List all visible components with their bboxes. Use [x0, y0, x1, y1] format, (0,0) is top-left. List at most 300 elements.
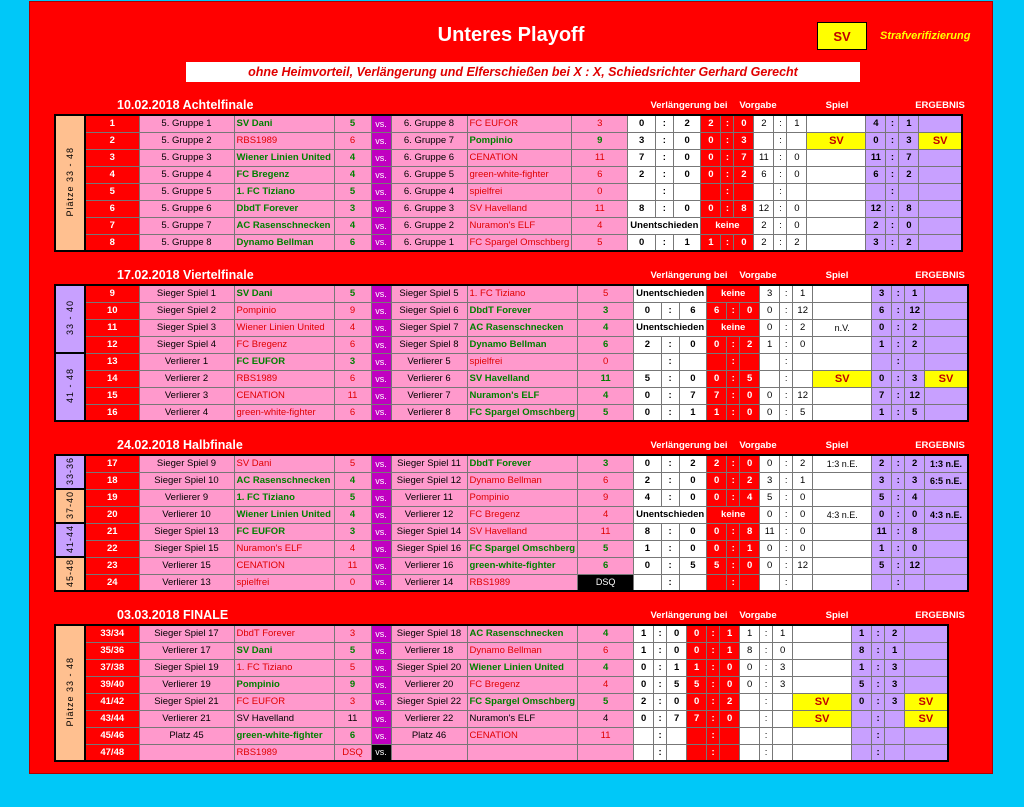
- away-team: Pompinio: [467, 489, 578, 506]
- home-team: SV Dani: [234, 115, 334, 132]
- home-slot: Sieger Spiel 21: [139, 693, 234, 710]
- home-slot: 5. Gruppe 6: [139, 200, 234, 217]
- away-team: Dynamo Bellman: [467, 336, 578, 353]
- result-home: 5: [852, 676, 872, 693]
- game-note: [793, 642, 852, 659]
- game-home: 3: [760, 472, 780, 489]
- result-sep: :: [886, 234, 899, 251]
- game-home: [760, 574, 780, 591]
- match-number: 5: [85, 183, 139, 200]
- overtime-sep: :: [654, 659, 667, 676]
- vs-label: vs.: [371, 455, 391, 472]
- game-home: 0: [760, 557, 780, 574]
- game-sep: :: [760, 625, 773, 642]
- game-home: 2: [754, 234, 774, 251]
- home-group-score: 4: [334, 540, 371, 557]
- away-slot: Verlierer 6: [391, 370, 467, 387]
- column-header-ext: Verlängerung bei: [650, 270, 728, 281]
- handicap-home: [687, 727, 707, 744]
- away-slot: 6. Gruppe 2: [391, 217, 467, 234]
- result-note: [925, 574, 968, 591]
- away-team: FC Spargel Omschberg: [467, 693, 578, 710]
- match-row: [55, 285, 968, 302]
- result-away: 12: [905, 387, 925, 404]
- game-home: [754, 132, 774, 149]
- home-team: green-white-fighter: [234, 404, 334, 421]
- handicap-home: 1: [707, 404, 727, 421]
- game-sep: :: [780, 455, 793, 472]
- away-group-score: DSQ: [578, 574, 634, 591]
- game-away: 2: [787, 234, 807, 251]
- column-header-spiel: Spiel: [825, 270, 849, 281]
- column-header-spiel: Spiel: [825, 100, 849, 111]
- handicap-home: 5: [687, 676, 707, 693]
- game-sep: :: [760, 676, 773, 693]
- game-note: [807, 200, 866, 217]
- result-away: 3: [885, 659, 905, 676]
- match-number: 35/36: [85, 642, 139, 659]
- game-note: [807, 234, 866, 251]
- game-home: 3: [760, 285, 780, 302]
- result-sep: :: [872, 676, 885, 693]
- result-note: [905, 625, 948, 642]
- result-home: 3: [872, 285, 892, 302]
- game-sep: :: [780, 557, 793, 574]
- vs-label: vs.: [371, 659, 391, 676]
- result-home: [852, 710, 872, 727]
- handicap-sep: :: [727, 370, 740, 387]
- overtime-sep: :: [654, 727, 667, 744]
- game-away: [773, 744, 793, 761]
- result-away: 3: [899, 132, 919, 149]
- game-home: 1: [760, 336, 780, 353]
- vs-label: vs.: [371, 642, 391, 659]
- away-group-score: 3: [578, 302, 634, 319]
- away-team: spielfrei: [467, 183, 572, 200]
- round-table: [54, 114, 963, 252]
- result-away: [899, 183, 919, 200]
- match-row: [55, 200, 962, 217]
- away-team: FC Spargel Omschberg: [467, 540, 578, 557]
- away-group-score: 11: [572, 200, 628, 217]
- game-sep: :: [774, 166, 787, 183]
- home-slot: Verlierer 9: [139, 489, 234, 506]
- away-team: SV Havelland: [467, 370, 578, 387]
- handicap-away: 0: [720, 659, 740, 676]
- round-header: [55, 438, 966, 454]
- home-team: RBS1989: [234, 744, 334, 761]
- match-row: [55, 455, 968, 472]
- overtime-home: 2: [628, 166, 656, 183]
- result-note: SV: [919, 132, 962, 149]
- away-group-score: [578, 744, 634, 761]
- game-sep: :: [780, 523, 793, 540]
- match-row: [55, 234, 962, 251]
- overtime-away: 1: [679, 404, 707, 421]
- result-home: 0: [872, 506, 892, 523]
- handicap-home: 7: [707, 387, 727, 404]
- home-slot: Verlierer 17: [139, 642, 234, 659]
- game-note: [813, 404, 872, 421]
- result-away: 4: [905, 489, 925, 506]
- handicap-home: 1: [687, 659, 707, 676]
- handicap-away: 5: [740, 370, 760, 387]
- home-team: Wiener Linien United: [234, 506, 334, 523]
- handicap-home: 0: [701, 149, 721, 166]
- result-away: [885, 710, 905, 727]
- match-row: [55, 693, 948, 710]
- game-sep: :: [780, 336, 793, 353]
- game-away: 0: [787, 149, 807, 166]
- column-header-spiel: Spiel: [825, 610, 849, 621]
- home-slot: Verlierer 13: [139, 574, 234, 591]
- result-home: 1: [872, 540, 892, 557]
- game-note: [813, 387, 872, 404]
- game-home: 0: [740, 676, 760, 693]
- vs-label: vs.: [371, 506, 391, 523]
- result-sep: :: [892, 370, 905, 387]
- handicap-sep: :: [721, 166, 734, 183]
- placement-group-text: 41-44: [65, 524, 75, 554]
- away-team: DbdT Forever: [467, 302, 578, 319]
- vs-label: vs.: [371, 302, 391, 319]
- match-number: 41/42: [85, 693, 139, 710]
- result-note: SV: [905, 693, 948, 710]
- vs-label: vs.: [371, 149, 391, 166]
- game-away: 0: [787, 200, 807, 217]
- match-row: [55, 353, 968, 370]
- vs-label: vs.: [371, 676, 391, 693]
- match-number: 7: [85, 217, 139, 234]
- vs-label: vs.: [371, 574, 391, 591]
- home-team: FC EUFOR: [234, 353, 334, 370]
- game-away: [793, 353, 813, 370]
- home-slot: Verlierer 3: [139, 387, 234, 404]
- overtime-home: 0: [634, 455, 662, 472]
- home-team: Wiener Linien United: [234, 149, 334, 166]
- home-team: spielfrei: [234, 574, 334, 591]
- away-group-score: 9: [578, 489, 634, 506]
- handicap-sep: :: [707, 693, 720, 710]
- result-away: 1: [905, 285, 925, 302]
- away-group-score: 4: [578, 387, 634, 404]
- away-team: AC Rasenschnecken: [467, 319, 578, 336]
- away-team: Nuramon's ELF: [467, 217, 572, 234]
- overtime-sep: :: [655, 200, 673, 217]
- result-sep: :: [892, 523, 905, 540]
- home-team: FC EUFOR: [234, 693, 334, 710]
- result-home: 12: [866, 200, 886, 217]
- result-note: [919, 166, 962, 183]
- page-title: Unteres Playoff: [437, 24, 585, 46]
- handicap-away: 0: [720, 710, 740, 727]
- placement-group-text: Plätze 33 - 48: [65, 147, 75, 217]
- overtime-away: [667, 744, 687, 761]
- match-row: [55, 404, 968, 421]
- overtime-away: 0: [673, 149, 701, 166]
- match-number: 24: [85, 574, 139, 591]
- home-team: green-white-fighter: [234, 727, 334, 744]
- handicap-home: 0: [687, 642, 707, 659]
- result-sep: :: [886, 149, 899, 166]
- overtime-sep: :: [654, 744, 667, 761]
- vs-label: vs.: [371, 166, 391, 183]
- away-group-score: 0: [578, 353, 634, 370]
- match-row: [55, 676, 948, 693]
- match-number: 17: [85, 455, 139, 472]
- home-team: CENATION: [234, 387, 334, 404]
- game-note: 4:3 n.E.: [813, 506, 872, 523]
- vs-label: vs.: [371, 489, 391, 506]
- handicap-away: 1: [740, 540, 760, 557]
- placement-group-text: 37-40: [65, 490, 75, 520]
- handicap-sep: :: [721, 200, 734, 217]
- game-note: [813, 353, 872, 370]
- game-note: [793, 625, 852, 642]
- away-slot: Sieger Spiel 12: [391, 472, 467, 489]
- placement-group-text: 41 - 48: [65, 368, 75, 404]
- game-home: 0: [760, 387, 780, 404]
- result-note: [925, 285, 968, 302]
- away-team: green-white-fighter: [467, 557, 578, 574]
- overtime-sep: :: [655, 115, 673, 132]
- handicap-away: 0: [740, 557, 760, 574]
- handicap-sep: :: [727, 523, 740, 540]
- game-note: [793, 744, 852, 761]
- away-group-score: 4: [578, 506, 634, 523]
- placement-group-label: [55, 523, 85, 557]
- match-number: 23: [85, 557, 139, 574]
- handicap-sep: :: [727, 404, 740, 421]
- overtime-sep: :: [654, 676, 667, 693]
- home-team: Dynamo Bellman: [234, 234, 334, 251]
- result-note: [925, 540, 968, 557]
- game-home: 0: [760, 319, 780, 336]
- home-team: AC Rasenschnecken: [234, 217, 334, 234]
- away-group-score: 4: [578, 676, 634, 693]
- game-note: [813, 557, 872, 574]
- home-slot: Sieger Spiel 1: [139, 285, 234, 302]
- result-home: 0: [872, 319, 892, 336]
- round-table: [54, 284, 969, 422]
- column-header-ext: Verlängerung bei: [650, 440, 728, 451]
- game-away: 5: [793, 404, 813, 421]
- result-away: 0: [905, 506, 925, 523]
- overtime-away: 0: [679, 489, 707, 506]
- handicap-sep: :: [707, 744, 720, 761]
- away-slot: 6. Gruppe 6: [391, 149, 467, 166]
- result-note: SV: [925, 370, 968, 387]
- game-note: [813, 574, 872, 591]
- overtime-away: 0: [679, 472, 707, 489]
- home-group-score: 11: [334, 557, 371, 574]
- home-group-score: 11: [334, 710, 371, 727]
- game-note: [813, 540, 872, 557]
- vs-label: vs.: [371, 115, 391, 132]
- game-sep: :: [780, 506, 793, 523]
- handicap: keine: [707, 506, 760, 523]
- overtime-away: 1: [673, 234, 701, 251]
- game-home: 5: [760, 489, 780, 506]
- handicap-away: 1: [720, 625, 740, 642]
- handicap-home: 0: [707, 472, 727, 489]
- match-row: [55, 659, 948, 676]
- match-number: 15: [85, 387, 139, 404]
- home-group-score: 9: [334, 302, 371, 319]
- away-group-score: 9: [572, 132, 628, 149]
- home-slot: Verlierer 19: [139, 676, 234, 693]
- away-group-score: 5: [578, 540, 634, 557]
- result-note: [905, 642, 948, 659]
- game-note: SV: [807, 132, 866, 149]
- result-note: 1:3 n.E.: [925, 455, 968, 472]
- game-sep: :: [760, 744, 773, 761]
- placement-group-label: [55, 557, 85, 591]
- overtime-away: 0: [679, 370, 707, 387]
- handicap-home: 0: [687, 693, 707, 710]
- overtime-away: 0: [667, 693, 687, 710]
- away-slot: Sieger Spiel 11: [391, 455, 467, 472]
- home-team: FC EUFOR: [234, 523, 334, 540]
- result-sep: :: [892, 557, 905, 574]
- away-group-score: 6: [578, 336, 634, 353]
- match-row: [55, 370, 968, 387]
- match-row: [55, 132, 962, 149]
- match-number: 14: [85, 370, 139, 387]
- game-sep: :: [774, 132, 787, 149]
- result-home: 5: [872, 489, 892, 506]
- handicap-sep: :: [721, 183, 734, 200]
- home-group-score: 5: [334, 285, 371, 302]
- game-away: 0: [773, 642, 793, 659]
- result-away: 7: [899, 149, 919, 166]
- match-row: [55, 336, 968, 353]
- game-home: [740, 710, 760, 727]
- overtime-sep: :: [661, 370, 679, 387]
- game-sep: :: [780, 489, 793, 506]
- overtime-sep: :: [661, 574, 679, 591]
- result-away: 1: [899, 115, 919, 132]
- overtime-sep: :: [661, 523, 679, 540]
- overtime-away: 0: [679, 336, 707, 353]
- match-number: 2: [85, 132, 139, 149]
- home-group-score: 4: [334, 506, 371, 523]
- overtime-sep: :: [661, 472, 679, 489]
- away-group-score: 11: [578, 727, 634, 744]
- handicap-sep: :: [727, 489, 740, 506]
- away-slot: Verlierer 18: [391, 642, 467, 659]
- match-number: 9: [85, 285, 139, 302]
- sv-label: Strafverifizierung: [880, 30, 971, 42]
- match-number: 33/34: [85, 625, 139, 642]
- home-group-score: 4: [334, 217, 371, 234]
- match-row: [55, 625, 948, 642]
- result-sep: :: [872, 744, 885, 761]
- result-away: 8: [899, 200, 919, 217]
- match-row: [55, 472, 968, 489]
- handicap-home: [687, 744, 707, 761]
- game-sep: :: [760, 642, 773, 659]
- home-group-score: 3: [334, 353, 371, 370]
- game-home: [740, 744, 760, 761]
- away-group-score: 3: [578, 455, 634, 472]
- away-group-score: 4: [578, 625, 634, 642]
- handicap-away: 0: [740, 455, 760, 472]
- match-number: 10: [85, 302, 139, 319]
- vs-label: vs.: [371, 557, 391, 574]
- home-slot: Sieger Spiel 4: [139, 336, 234, 353]
- handicap-sep: :: [721, 149, 734, 166]
- column-header-spiel: Spiel: [825, 440, 849, 451]
- placement-group-text: 33 - 40: [65, 300, 75, 336]
- vs-label: vs.: [371, 200, 391, 217]
- home-slot: Verlierer 10: [139, 506, 234, 523]
- handicap-home: 2: [707, 455, 727, 472]
- handicap-away: 8: [740, 523, 760, 540]
- handicap-home: 0: [707, 540, 727, 557]
- game-sep: :: [780, 387, 793, 404]
- vs-label: vs.: [371, 710, 391, 727]
- result-note: [919, 200, 962, 217]
- handicap-home: 0: [701, 132, 721, 149]
- overtime-sep: :: [654, 693, 667, 710]
- vs-label: vs.: [371, 523, 391, 540]
- result-home: 1: [852, 625, 872, 642]
- game-away: [787, 132, 807, 149]
- match-row: [55, 574, 968, 591]
- away-slot: Sieger Spiel 18: [391, 625, 467, 642]
- result-note: 6:5 n.E.: [925, 472, 968, 489]
- away-group-score: 4: [578, 710, 634, 727]
- home-slot: Sieger Spiel 9: [139, 455, 234, 472]
- away-group-score: 4: [578, 319, 634, 336]
- home-slot: 5. Gruppe 7: [139, 217, 234, 234]
- round-title: 10.02.2018 Achtelfinale: [117, 98, 254, 112]
- away-team: Wiener Linien United: [467, 659, 578, 676]
- game-away: 0: [787, 217, 807, 234]
- match-row: [55, 217, 962, 234]
- away-group-score: 5: [578, 693, 634, 710]
- result-home: 0: [872, 370, 892, 387]
- game-away: [773, 727, 793, 744]
- result-sep: :: [892, 319, 905, 336]
- game-note: [807, 183, 866, 200]
- result-home: 11: [872, 523, 892, 540]
- round-title: 17.02.2018 Viertelfinale: [117, 268, 254, 282]
- result-home: 8: [852, 642, 872, 659]
- placement-group-label: [55, 455, 85, 489]
- result-sep: :: [886, 166, 899, 183]
- home-team: Nuramon's ELF: [234, 540, 334, 557]
- game-sep: :: [774, 200, 787, 217]
- match-number: 1: [85, 115, 139, 132]
- result-away: 2: [905, 455, 925, 472]
- spreadsheet-sheet: [29, 1, 993, 774]
- game-away: 12: [793, 302, 813, 319]
- handicap-home: 0: [707, 523, 727, 540]
- handicap-home: 0: [707, 489, 727, 506]
- handicap-away: 7: [734, 149, 754, 166]
- away-slot: Sieger Spiel 22: [391, 693, 467, 710]
- result-note: [919, 217, 962, 234]
- result-away: 2: [905, 319, 925, 336]
- result-away: 3: [905, 370, 925, 387]
- round-header: [55, 608, 966, 624]
- result-home: [852, 744, 872, 761]
- home-team: CENATION: [234, 557, 334, 574]
- home-slot: Sieger Spiel 13: [139, 523, 234, 540]
- handicap-home: [707, 574, 727, 591]
